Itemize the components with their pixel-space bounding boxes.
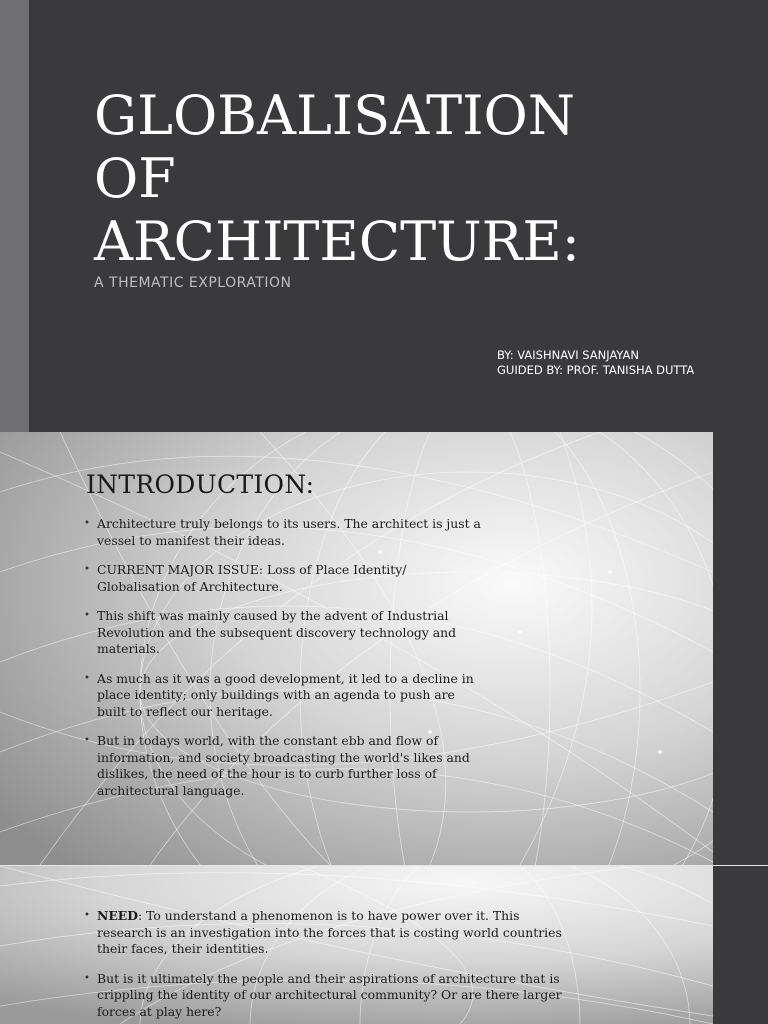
bullet-icon: • — [84, 610, 90, 621]
title-line: ARCHITECTURE: — [94, 210, 580, 273]
title-slide — [0, 0, 768, 432]
bullet-text: This shift was mainly caused by the advent of Industrial Revolution and the subsequent discovery technology and materials. — [97, 608, 457, 656]
introduction-slide — [0, 432, 768, 865]
need-bullet-list — [84, 908, 567, 1024]
list-item — [84, 516, 487, 549]
title-slide-accent-band — [0, 0, 29, 432]
bullet-text: CURRENT MAJOR ISSUE: Loss of Place Identity/ Globalisation of Architecture. — [97, 562, 407, 594]
author-credit: BY: VAISHNAVI SANJAYAN — [497, 348, 640, 362]
bullet-text: But is it ultimately the people and their aspirations of architecture that is crippling the identity of our architectural community? Or are there larger forces at play here? — [97, 970, 562, 1019]
list-item — [84, 970, 567, 1021]
slide-side-band — [713, 866, 768, 1024]
need-slide — [0, 866, 768, 1024]
slide-side-band — [713, 432, 768, 865]
bullet-icon: • — [84, 672, 90, 684]
bullet-icon: • — [84, 910, 90, 921]
bullet-text: But in todays world, with the constant ebb and flow of information, and society broadcasting the world's likes and dislikes, the need of the hour is to curb further loss of architectural language. — [97, 733, 470, 798]
bullet-text: As much as it was a good development, it led to a decline in place identity; only buildings with an agenda to push are built to reflect our heritage. — [97, 670, 474, 719]
list-item — [84, 733, 487, 799]
introduction-heading: INTRODUCTION: — [86, 470, 315, 499]
list-item — [84, 608, 487, 658]
bullet-icon: • — [84, 972, 90, 984]
title-line: GLOBALISATION — [94, 84, 576, 147]
bullet-icon: • — [84, 735, 90, 746]
bullet-text: Architecture truly belongs to its users. The architect is just a vessel to manifest their ideas. — [97, 516, 481, 548]
credits-block — [497, 348, 694, 378]
title-line: OF — [94, 147, 176, 210]
bullet-text: : To understand a phenomenon is to have power over it. This research is an investigation into the forces that is costing world countries their faces, their identities. — [97, 908, 562, 956]
presentation-title — [94, 84, 654, 273]
list-item — [84, 908, 567, 958]
bullet-icon: • — [84, 518, 90, 529]
guide-credit: GUIDED BY: PROF. TANISHA DUTTA — [497, 363, 695, 377]
presentation-subtitle: A THEMATIC EXPLORATION — [94, 275, 292, 291]
introduction-bullet-list — [84, 516, 487, 812]
bullet-icon: • — [84, 564, 90, 575]
need-label: NEED — [97, 908, 138, 923]
list-item — [84, 670, 487, 721]
list-item — [84, 562, 487, 595]
